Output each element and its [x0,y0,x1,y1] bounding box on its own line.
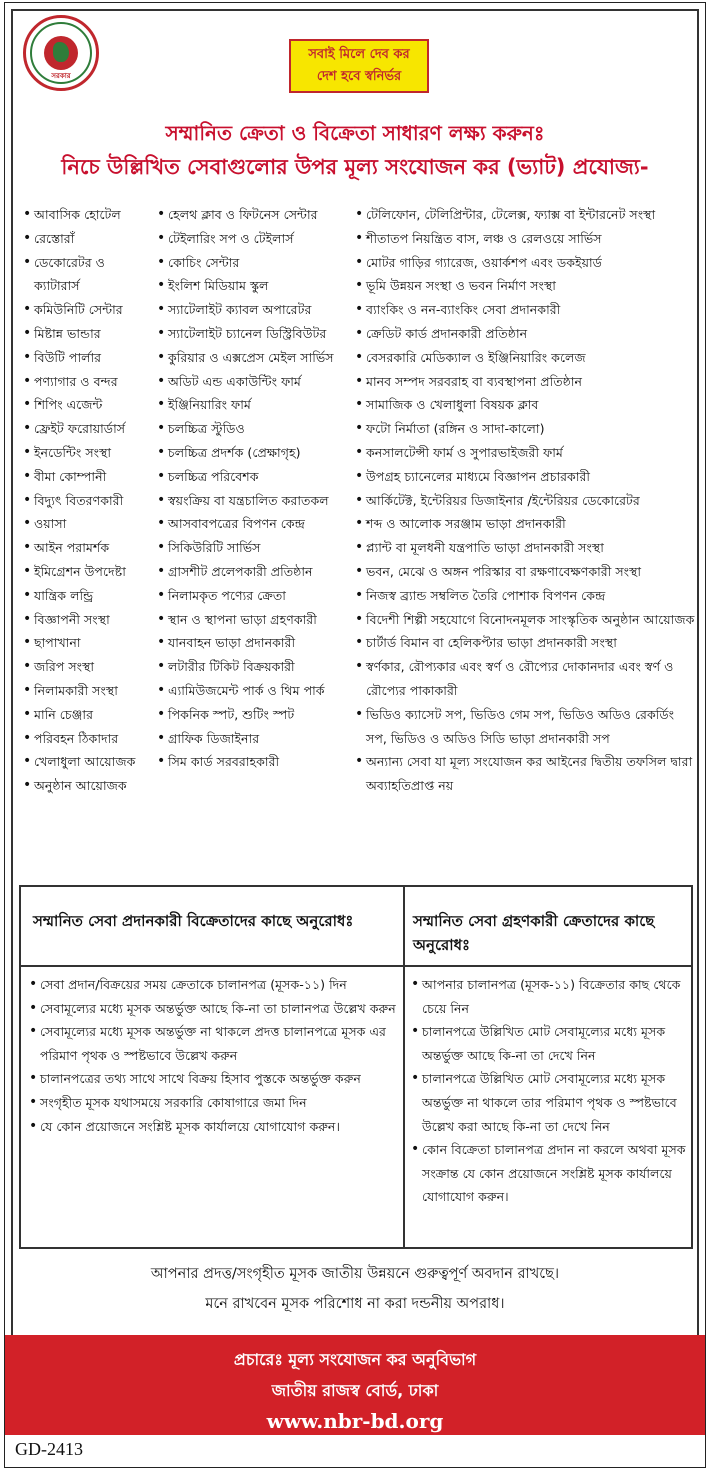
services-column-2 [157,203,349,774]
service-item: • নিজস্ব ব্র্যান্ড সম্বলিত তৈরি পোশাক বিপণন কেন্দ্র [355,584,695,608]
service-item: • স্যাটেলাইট চ্যানেল ডিস্ট্রিবিউটর [157,322,349,346]
service-item: • ভিডিও ক্যাসেট সপ, ভিডিও গেম সপ, ভিডিও অডিও রেকর্ডিং সপ, ভিডিও ও অডিও সিডি ভাড়া প্রদানকারী সপ [355,703,695,751]
service-item: • ফ্রেইট ফরোয়ার্ডার্স [23,417,151,441]
service-item: • ওয়াসা [23,512,151,536]
service-item: • চলচ্চিত্র স্টুডিও [157,417,349,441]
service-item: • মানব সম্পদ সরবরাহ বা ব্যবস্থাপনা প্রতিষ্ঠান [355,370,695,394]
footer-organization: জাতীয় রাজস্ব বোর্ড, ঢাকা [271,1381,439,1400]
buyer-request-item: • চালানপত্রে উল্লিখিত মোট সেবামূল্যের মধ্যে মূসক অন্তর্ভুক্ত না থাকলে তার পরিমাণ পৃথক ও স্পষ্টভাবে উল্লেখ করা আছে কি-না তা দেখে নিন [411,1067,687,1138]
service-item: • মোটর গাড়ির গ্যারেজ, ওয়ার্কশপ এবং ডকইয়ার্ড [355,251,695,275]
slogan-line-2: দেশ হবে স্বনির্ভর [316,69,402,84]
buyers-heading: সম্মানিত সেবা গ্রহণকারী ক্রেতাদের কাছে অনুরোধঃ [413,912,655,954]
ad-code: GD-2413 [15,1439,83,1459]
service-item: • ভূমি উন্নয়ন সংস্থা ও ভবন নির্মাণ সংস্থা [355,274,695,298]
service-item: • ব্যাংকিং ও নন-ব্যাংকিং সেবা প্রদানকারী [355,298,695,322]
service-item: • ভবন, মেঝে ও অঙ্গন পরিস্কার বা রক্ষণাবেক্ষণকারী সংস্থা [355,560,695,584]
service-item: • আসবাবপত্রের বিপণন কেন্দ্র [157,512,349,536]
service-item: • পরিবহন ঠিকাদার [23,727,151,751]
headline-line-1: সম্মানিত ক্রেতা ও বিক্রেতা সাধারণ লক্ষ্য করুনঃ [165,121,545,145]
buyer-request-item: • চালানপত্রে উল্লিখিত মোট সেবামূল্যের মধ্যে মূসক অন্তর্ভুক্ত আছে কি-না তা দেখে নিন [411,1020,687,1067]
slogan-line-1: সবাই মিলে দেব কর [308,47,410,62]
sellers-heading: সম্মানিত সেবা প্রদানকারী বিক্রেতাদের কাছে অনুরোধঃ [33,912,354,930]
emblem-label: সরকার [51,72,71,80]
government-emblem [23,15,99,91]
service-item: • পণ্যাগার ও বন্দর [23,370,151,394]
service-item: • কুরিয়ার ও এক্সপ্রেস মেইল সার্ভিস [157,346,349,370]
services-column-3 [355,203,695,798]
service-item: • নিলামকারী সংস্থা [23,679,151,703]
service-item: • খেলাধুলা আয়োজক [23,750,151,774]
service-item: • চলচ্চিত্র প্রদর্শক (প্রেক্ষাগৃহ) [157,441,349,465]
requests-table [19,885,693,1249]
service-item: • শীতাতপ নিয়ন্ত্রিত বাস, লঞ্চ ও রেলওয়ে সার্ভিস [355,227,695,251]
map-icon [53,42,69,62]
footer-banner [5,1335,705,1435]
service-item: • আইন পরামর্শক [23,536,151,560]
service-item: • কোচিং সেন্টার [157,251,349,275]
buyer-request-item: • আপনার চালানপত্র (মূসক-১১) বিক্রেতার কাছ থেকে চেয়ে নিন [411,973,687,1020]
service-item: • বিজ্ঞাপনী সংস্থা [23,608,151,632]
footer-publisher: প্রচারেঃ মূল্য সংযোজন কর অনুবিভাগ [233,1350,477,1369]
services-column-1 [23,203,151,798]
service-item: • পিকনিক স্পট, শুটিং স্পট [157,703,349,727]
service-item: • যান্ত্রিক লন্ড্রি [23,584,151,608]
service-item: • বিদেশী শিল্পী সহযোগে বিনোদনমূলক সাংস্কৃতিক অনুষ্ঠান আয়োজক [355,608,695,632]
service-item: • স্যাটেলাইট ক্যাবল অপারেটর [157,298,349,322]
headline-line-2: নিচে উল্লিখিত সেবাগুলোর উপর মূল্য সংযোজন কর (ভ্যাট) প্রযোজ্য- [61,155,649,179]
service-item: • আবাসিক হোটেল [23,203,151,227]
sellers-request-list [29,973,397,1138]
service-item: • অডিট এন্ড একাউন্টিং ফার্ম [157,370,349,394]
service-item: • স্বয়ংক্রিয় বা যন্ত্রচালিত করাতকল [157,489,349,513]
service-item: • বিদ্যুৎ বিতরণকারী [23,489,151,513]
service-item: • সামাজিক ও খেলাধুলা বিষয়ক ক্লাব [355,393,695,417]
service-item: • ফটো নির্মাতা (রঙ্গিন ও সাদা-কালো) [355,417,695,441]
service-item: • মিষ্টান্ন ভান্ডার [23,322,151,346]
service-item: • টেলিফোন, টেলিপ্রিন্টার, টেলেক্স, ফ্যাক্স বা ইন্টারনেট সংস্থা [355,203,695,227]
seller-request-item: • সংগৃহীত মূসক যথাসময়ে সরকারি কোষাগারে জমা দিন [29,1091,397,1115]
closing-line-1: আপনার প্রদত্ত/সংগৃহীত মূসক জাতীয় উন্নয়নে গুরুত্বপূর্ণ অবদান রাখছে। [150,1266,560,1282]
service-item: • জরিপ সংস্থা [23,655,151,679]
advertisement-frame [4,2,706,1468]
service-item: • চলচ্চিত্র পরিবেশক [157,465,349,489]
header-divider [21,965,691,967]
service-item: • ছাপাখানা [23,631,151,655]
service-item: • ইমিগ্রেশন উপদেষ্টা [23,560,151,584]
service-item: • বিউটি পার্লার [23,346,151,370]
service-item: • ইঞ্জিনিয়ারিং ফার্ম [157,393,349,417]
service-item: • ক্রেডিট কার্ড প্রদানকারী প্রতিষ্ঠান [355,322,695,346]
seller-request-item: • সেবামূল্যের মধ্যে মূসক অন্তর্ভুক্ত না থাকলে প্রদত্ত চালানপত্রে মূসক এর পরিমাণ পৃথক ও স্পষ্টভাবে উল্লেখ করুন [29,1020,397,1067]
service-item: • স্থান ও স্থাপনা ভাড়া গ্রহণকারী [157,608,349,632]
service-item: • মানি চেঞ্জার [23,703,151,727]
slogan-box [289,39,429,93]
service-item: • সিকিউরিটি সার্ভিস [157,536,349,560]
service-item: • লটারীর টিকিট বিক্রয়কারী [157,655,349,679]
service-item: • ইংলিশ মিডিয়াম স্কুল [157,274,349,298]
service-item: • গ্রাসশীট প্রলেপকারী প্রতিষ্ঠান [157,560,349,584]
service-item: • টেইলারিং সপ ও টেইলার্স [157,227,349,251]
service-item: • নিলামকৃত পণ্যের ক্রেতা [157,584,349,608]
service-item: • ডেকোরেটর ও ক্যাটারার্স [23,251,151,299]
service-item: • স্বর্ণকার, রৌপ্যকার এবং স্বর্ণ ও রৌপ্যের দোকানদার এবং স্বর্ণ ও রৌপ্যের পাকাকারী [355,655,695,703]
service-item: • ইনডেন্টিং সংস্থা [23,441,151,465]
service-item: • অনুষ্ঠান আয়োজক [23,774,151,798]
service-item: • বেসরকারি মেডিক্যাল ও ইঞ্জিনিয়ারিং কলেজ [355,346,695,370]
service-item: • কনসালটেন্সী ফার্ম ও সুপারভাইজরী ফার্ম [355,441,695,465]
footer-website-link[interactable]: www.nbr-bd.org [266,1409,444,1433]
service-item: • সিম কার্ড সরবরাহকারী [157,750,349,774]
service-item: • এ্যামিউজমেন্ট পার্ক ও থিম পার্ক [157,679,349,703]
service-item: • শব্দ ও আলোক সরঞ্জাম ভাড়া প্রদানকারী [355,512,695,536]
service-item: • যানবাহন ভাড়া প্রদানকারী [157,631,349,655]
service-item: • গ্রাফিক ডিজাইনার [157,727,349,751]
service-item: • উপগ্রহ চ্যানেলের মাধ্যমে বিজ্ঞাপন প্রচারকারী [355,465,695,489]
service-item: • প্ল্যান্ট বা মূলধনী যন্ত্রপাতি ভাড়া প্রদানকারী সংস্থা [355,536,695,560]
buyers-request-list [411,973,687,1209]
seller-request-item: • যে কোন প্রয়োজনে সংশ্লিষ্ট মূসক কার্যালয়ে যোগাযোগ করুন। [29,1115,397,1139]
closing-message [5,1259,705,1319]
buyer-request-item: • কোন বিক্রেতা চালানপত্র প্রদান না করলে অথবা মূসক সংক্রান্ত যে কোন প্রয়োজনে সংশ্লিষ্ট মূসক কার্যালয়ে যোগাযোগ করুন। [411,1138,687,1209]
seller-request-item: • চালানপত্রের তথ্য সাথে সাথে বিক্রয় হিসাব পুস্তকে অন্তর্ভুক্ত করুন [29,1067,397,1091]
service-item: • আর্কিটেক্ট, ইন্টেরিয়র ডিজাইনার /ইন্টেরিয়র ডেকোরেটর [355,489,695,513]
service-item: • চার্টার্ড বিমান বা হেলিকপ্টার ভাড়া প্রদানকারী সংস্থা [355,631,695,655]
service-item: • রেস্তোরাঁ [23,227,151,251]
service-item: • বীমা কোম্পানী [23,465,151,489]
closing-line-2: মনে রাখবেন মূসক পরিশোধ না করা দন্ডনীয় অপরাধ। [205,1296,505,1312]
service-item: • শিপিং এজেন্ট [23,393,151,417]
seller-request-item: • সেবামূল্যের মধ্যে মূসক অন্তর্ভুক্ত আছে কি-না তা চালানপত্র উল্লেখ করুন [29,997,397,1021]
service-item: • কমিউনিটি সেন্টার [23,298,151,322]
service-item: • হেলথ ক্লাব ও ফিটনেস সেন্টার [157,203,349,227]
service-item: • অন্যান্য সেবা যা মূল্য সংযোজন কর আইনের দ্বিতীয় তফসিল দ্বারা অব্যাহতিপ্রাপ্ত নয় [355,750,695,798]
seller-request-item: • সেবা প্রদান/বিক্রয়ের সময় ক্রেতাকে চালানপত্র (মূসক-১১) দিন [29,973,397,997]
column-divider [403,887,405,1247]
